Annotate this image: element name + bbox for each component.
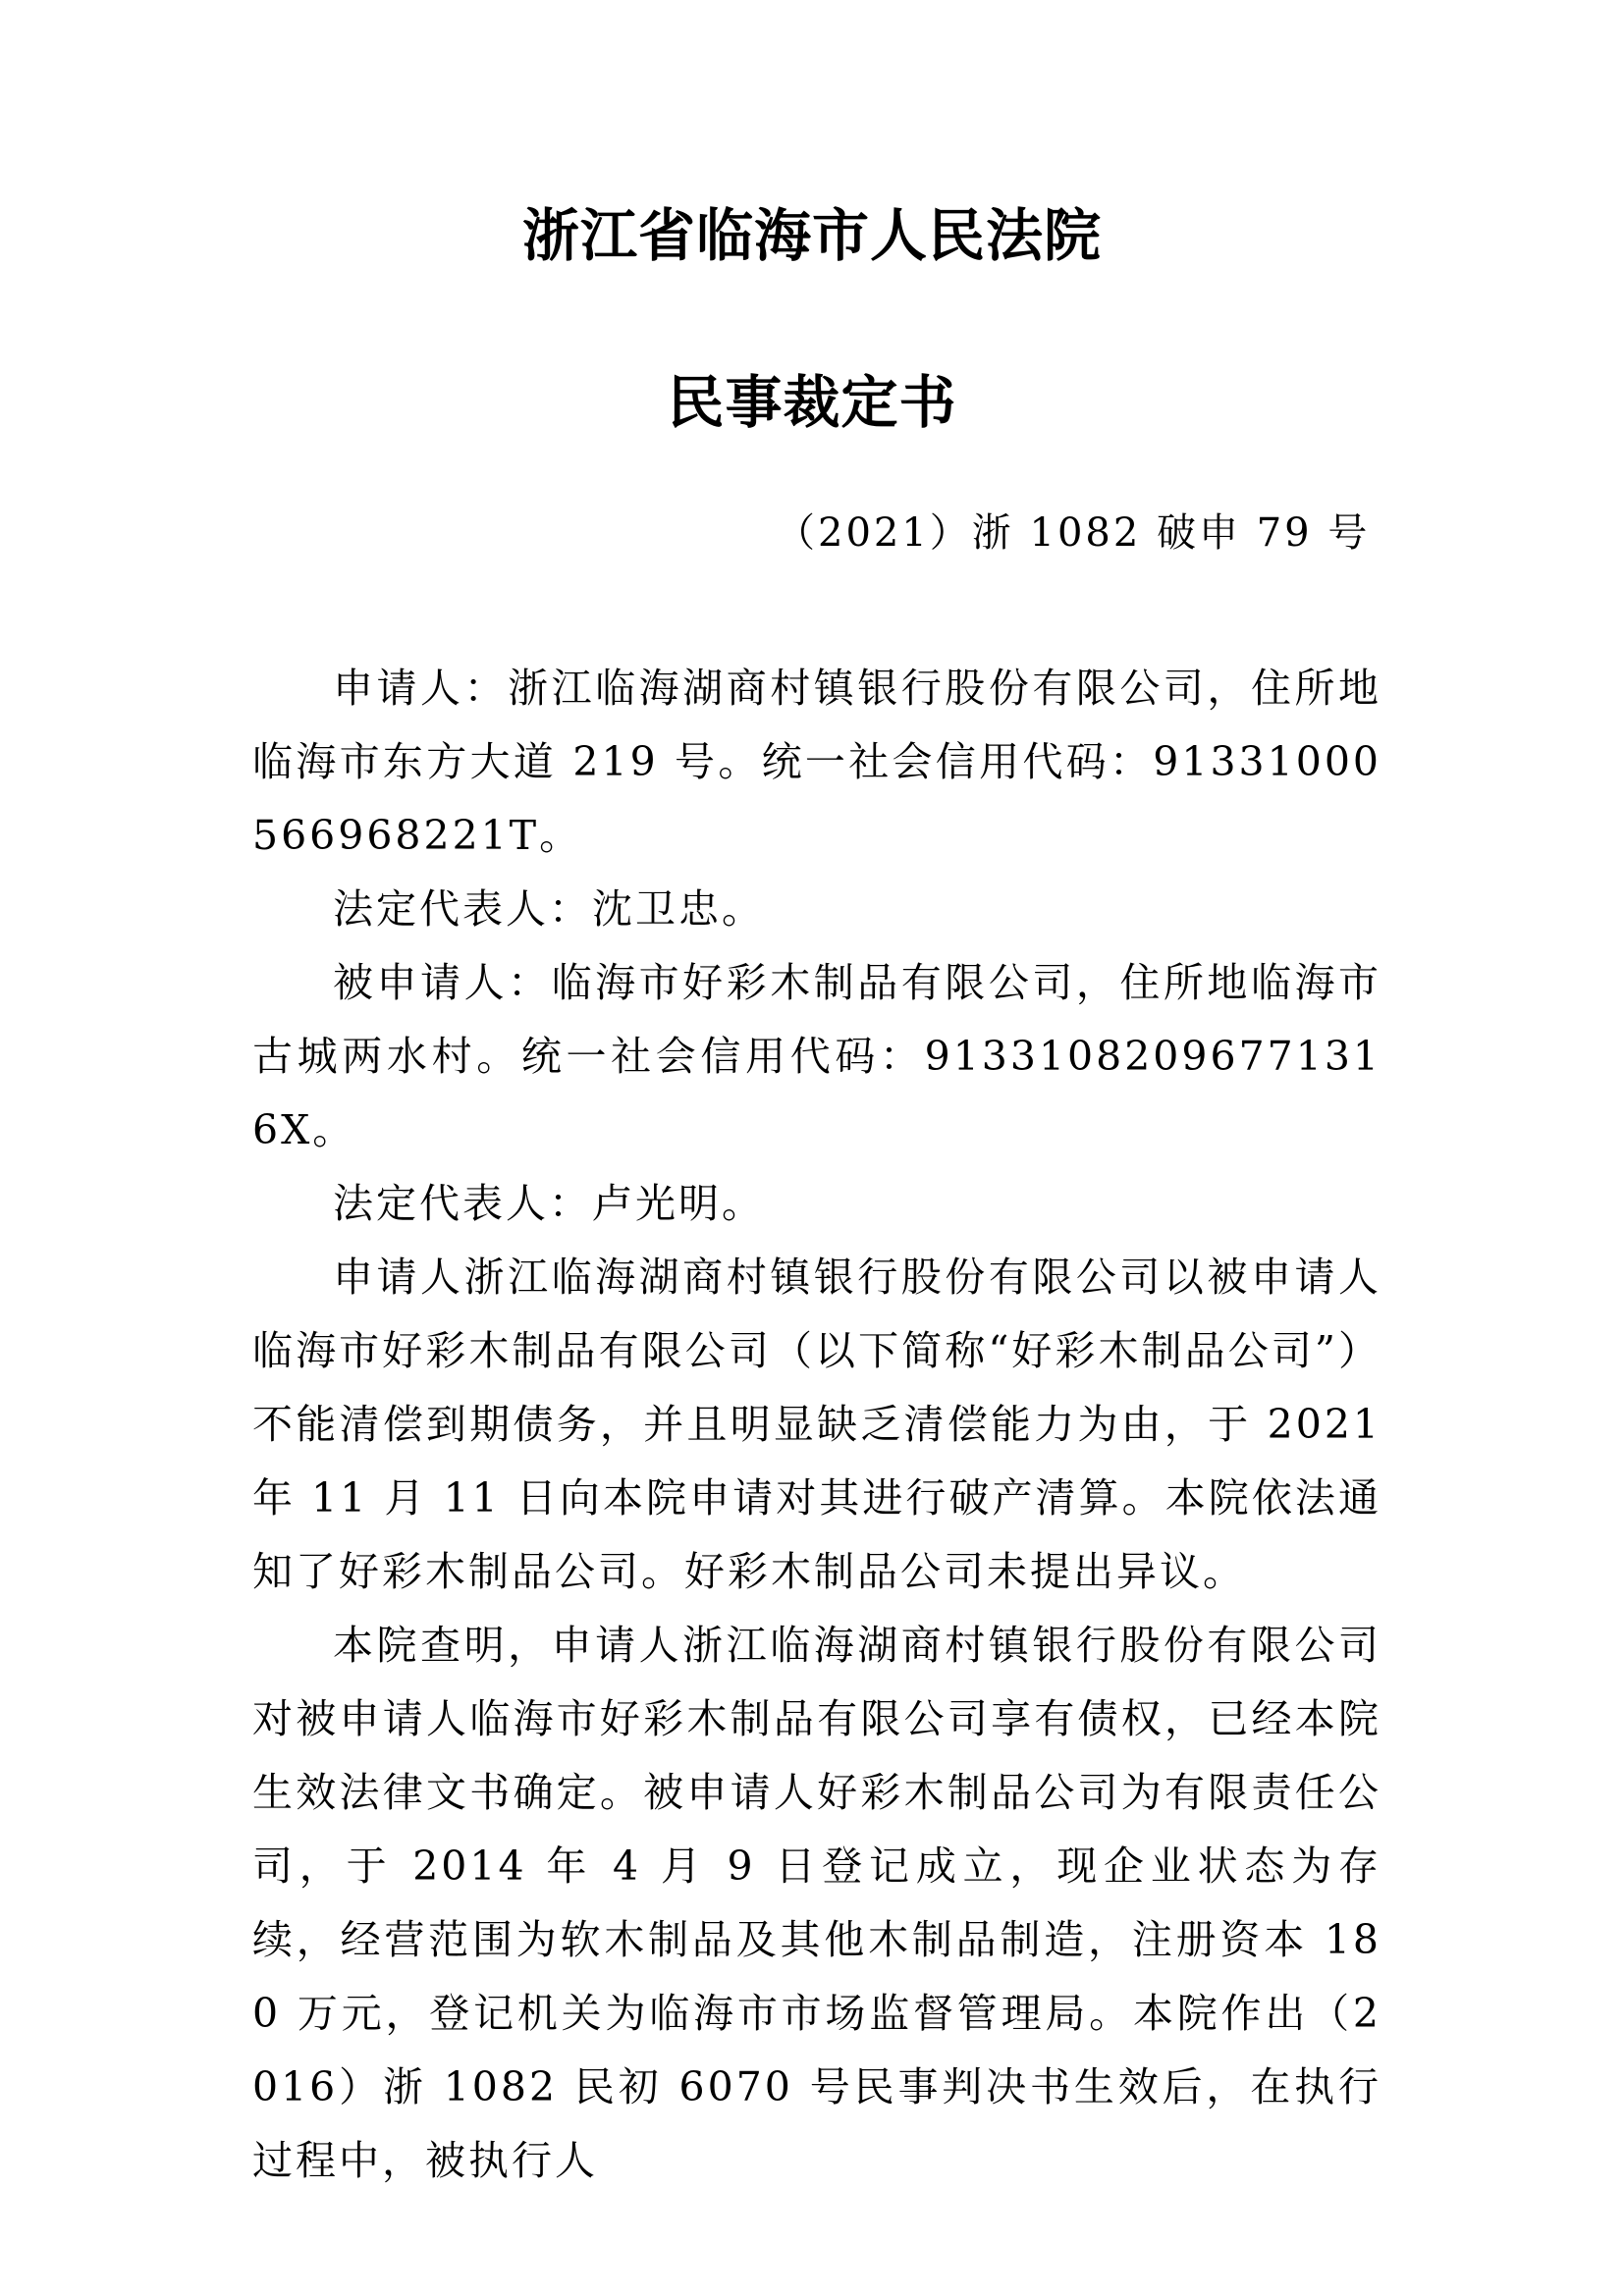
applicant-paragraph: 申请人：浙江临海湖商村镇银行股份有限公司，住所地临海市东方大道 219 号。统一社会信用代码：91331000566968221T。 (252, 665, 1381, 859)
applicant-legal-rep-paragraph: 法定代表人：沈卫忠。 (333, 885, 765, 933)
application-paragraph: 申请人浙江临海湖商村镇银行股份有限公司以被申请人临海市好彩木制品有限公司（以下简称“好彩木制品公司”）不能清偿到期债务，并且明显缺乏清偿能力为由，于 2021 年 11 月 11 日向本院申请对其进行破产清算。本院依法通知了好彩木制品公司。好彩木制品公司未提出异议。 (252, 1254, 1381, 1595)
findings-paragraph: 本院查明，申请人浙江临海湖商村镇银行股份有限公司对被申请人临海市好彩木制品有限公司享有债权，已经本院生效法律文书确定。被申请人好彩木制品公司为有限责任公司，于 2014 年 4 月 9 日登记成立，现企业状态为存续，经营范围为软木制品及其他木制品制造，注册资本 180 万元，登记机关为临海市市场监督管理局。本院作出（2016）浙 1082 民初 6070 号民事判决书生效后，在执行过程中，被执行人 (252, 1622, 1381, 2184)
document-type-heading: 民事裁定书 (667, 369, 957, 436)
case-number: （2021）浙 1082 破申 79 号 (776, 510, 1371, 556)
document-body (252, 652, 1381, 2198)
respondent-paragraph: 被申请人：临海市好彩木制品有限公司，住所地临海市古城两水村。统一社会信用代码：91331082096771316X。 (252, 959, 1381, 1153)
respondent-legal-rep-paragraph: 法定代表人：卢光明。 (333, 1180, 765, 1227)
court-name-heading: 浙江省临海市人民法院 (521, 202, 1102, 269)
